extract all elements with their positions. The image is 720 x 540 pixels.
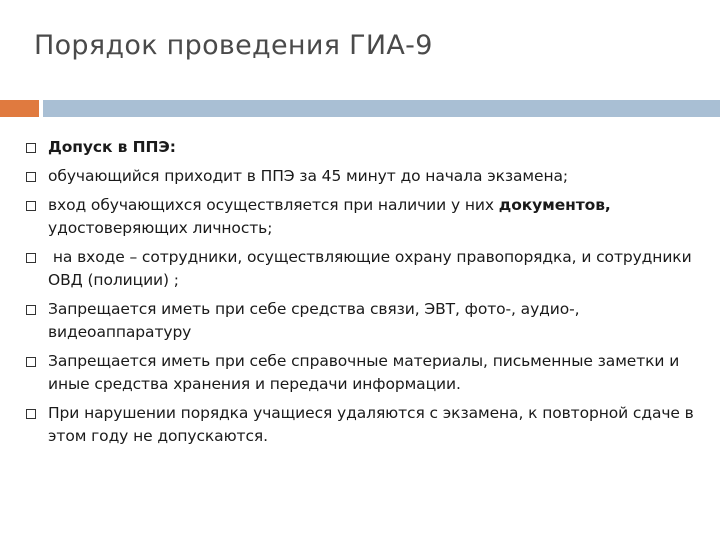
bullet-text	[48, 194, 702, 240]
list-item	[26, 298, 702, 344]
list-item	[26, 165, 702, 188]
bullet-text: Запрещается иметь при себе средства связи, ЭВТ, фото-, аудио-, видеоаппаратуру	[48, 300, 580, 341]
bullet-text: Допуск в ППЭ:	[48, 138, 176, 156]
bullet-text-part: удостоверяющих личность;	[48, 219, 273, 237]
list-item	[26, 136, 702, 159]
slide-title: Порядок проведения ГИА-9	[34, 30, 433, 61]
square-bullet-icon	[26, 201, 36, 211]
bullet-text-part: вход обучающихся осуществляется при наличии у них	[48, 196, 499, 214]
bullet-text: При нарушении порядка учащиеся удаляются с экзамена, к повторной сдаче в этом году не допускаются.	[48, 404, 694, 445]
square-bullet-icon	[26, 305, 36, 315]
accent-bar-blue	[43, 100, 720, 117]
square-bullet-icon	[26, 253, 36, 263]
square-bullet-icon	[26, 409, 36, 419]
list-item	[26, 246, 702, 292]
bullet-text: обучающийся приходит в ППЭ за 45 минут до начала экзамена;	[48, 167, 568, 185]
list-item	[26, 194, 702, 240]
list-item	[26, 350, 702, 396]
square-bullet-icon	[26, 357, 36, 367]
bullet-list	[26, 136, 702, 454]
square-bullet-icon	[26, 143, 36, 153]
list-item	[26, 402, 702, 448]
bullet-text: на входе – сотрудники, осуществляющие охрану правопорядка, и сотрудники ОВД (полиции) ;	[48, 248, 697, 289]
bullet-text-emphasis: документов,	[498, 196, 611, 214]
square-bullet-icon	[26, 172, 36, 182]
bullet-text: Запрещается иметь при себе справочные материалы, письменные заметки и иные средства хранения и передачи информации.	[48, 352, 680, 393]
accent-bar-orange	[0, 100, 39, 117]
